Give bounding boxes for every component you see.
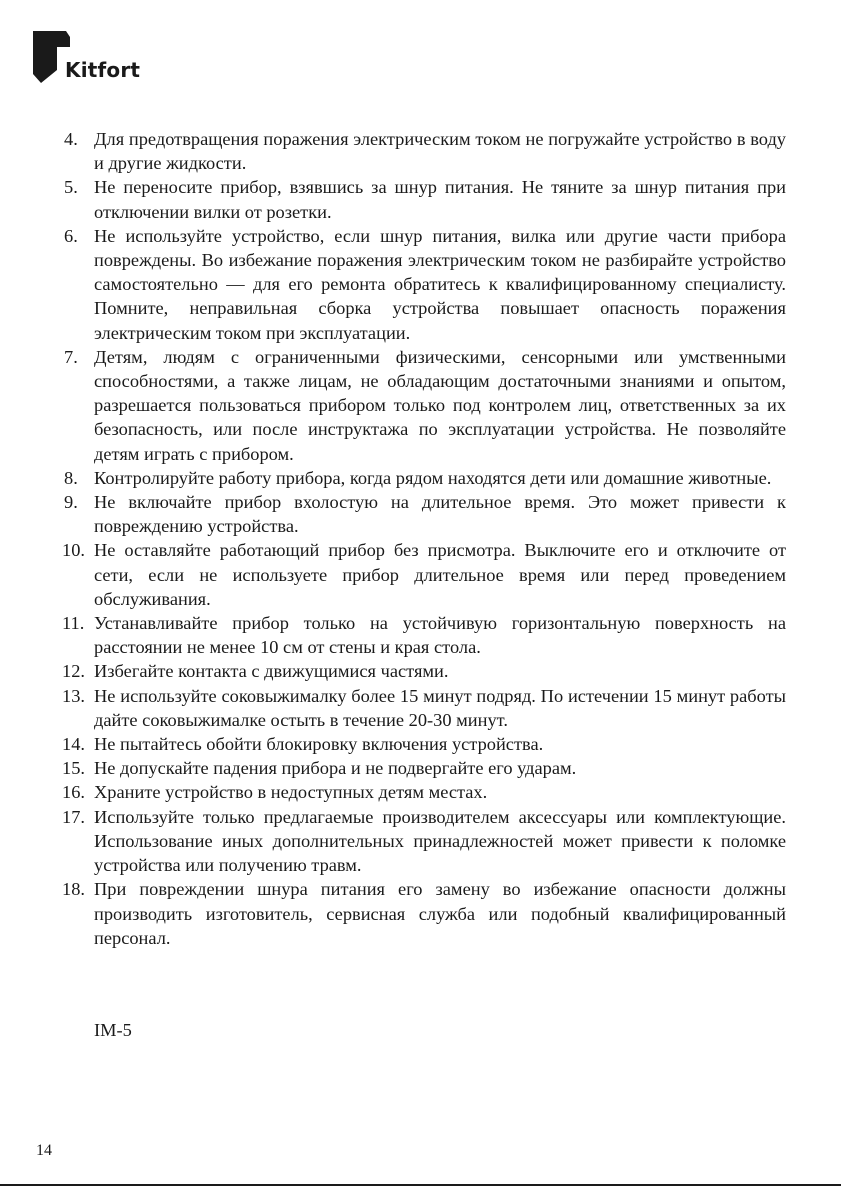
rule-number: 11.	[62, 613, 85, 634]
rule-number: 16.	[62, 782, 85, 803]
rule-number: 13.	[62, 685, 85, 706]
rule-item	[64, 127, 786, 175]
brand-name: Kitfort	[65, 58, 141, 82]
page-number: 14	[36, 1142, 52, 1159]
rule-item	[64, 659, 786, 683]
rule-text: Храните устройство в недоступных детям местах.	[94, 782, 488, 803]
rule-item	[64, 175, 786, 223]
kitfort-logo	[32, 30, 152, 86]
rule-number: 7.	[64, 346, 78, 367]
rule-item	[64, 345, 786, 466]
rule-number: 4.	[64, 129, 78, 149]
rule-text: Не переносите прибор, взявшись за шнур питания. Не тяните за шнур питания при отключении вилки от розетки.	[94, 177, 786, 222]
rule-item	[64, 805, 786, 878]
rule-text: Устанавливайте прибор только на устойчивую горизонтальную поверхность на расстоянии не менее 10 см от стены и края стола.	[94, 613, 786, 658]
rule-text: Не включайте прибор вхолостую на длительное время. Это может привести к повреждению устройства.	[94, 492, 786, 537]
rule-text: Детям, людям с ограниченными физическими, сенсорными или умственными способностями, а также лицам, не обладающим достаточными знаниями и опытом, разрешается пользоваться прибором только под контролем лиц, ответственных за их безопасность, или после инструктажа по эксплуатации устройства. Не позволяйте детям играть с прибором.	[94, 346, 786, 464]
rule-text: Избегайте контакта с движущимися частями.	[94, 661, 449, 682]
rule-item	[64, 780, 786, 804]
rule-text: Не оставляйте работающий прибор без присмотра. Выключите его и отключите от сети, если не используете прибор длительное время или перед проведением обслуживания.	[94, 540, 786, 609]
rule-number: 9.	[64, 492, 78, 513]
rule-list	[64, 127, 786, 950]
rule-item	[64, 877, 786, 950]
rule-item	[64, 756, 786, 780]
bottom-divider	[0, 1184, 841, 1186]
rule-text: Не допускайте падения прибора и не подвергайте его ударам.	[94, 758, 577, 779]
rule-text: Для предотвращения поражения электрическим током не погружайте устройство в воду и другие жидкости.	[94, 129, 786, 174]
rule-item	[64, 684, 786, 732]
rule-number: 10.	[62, 540, 85, 561]
model-code: IM-5	[94, 1020, 132, 1040]
rule-item	[64, 538, 786, 611]
rule-item	[64, 466, 786, 490]
rule-number: 17.	[62, 806, 85, 827]
rule-item	[64, 490, 786, 538]
rule-text: Не используйте соковыжималку более 15 минут подряд. По истечении 15 минут работы дайте соковыжималке остыть в течение 20-30 минут.	[94, 685, 786, 730]
rule-item	[64, 732, 786, 756]
safety-rules	[64, 127, 786, 950]
rule-number: 6.	[64, 225, 78, 246]
rule-text: Используйте только предлагаемые производителем аксессуары или комплектующие. Использование иных дополнительных принадлежностей может привести к поломке устройства или получению травм.	[94, 806, 786, 876]
rule-text: Контролируйте работу прибора, когда рядом находятся дети или домашние животные.	[94, 467, 772, 488]
rule-text: При повреждении шнура питания его замену во избежание опасности должны производить изготовитель, сервисная служба или подобный квалифицированный персонал.	[94, 879, 786, 948]
rule-number: 14.	[62, 734, 85, 755]
rule-number: 18.	[62, 879, 85, 900]
rule-number: 12.	[62, 661, 85, 682]
rule-item	[64, 224, 786, 345]
rule-text: Не пытайтесь обойти блокировку включения устройства.	[94, 734, 544, 755]
rule-text: Не используйте устройство, если шнур питания, вилка или другие части прибора повреждены. Во избежание поражения электрическим током не разбирайте устройство самостоятельно — для его ремонта обратитесь к квалифицированному специалисту. Помните, неправильная сборка устройства повышает опасность поражения электрическим током при эксплуатации.	[94, 225, 786, 343]
rule-number: 8.	[64, 467, 78, 488]
rule-number: 5.	[64, 177, 78, 198]
rule-number: 15.	[62, 758, 85, 779]
rule-item	[64, 611, 786, 659]
